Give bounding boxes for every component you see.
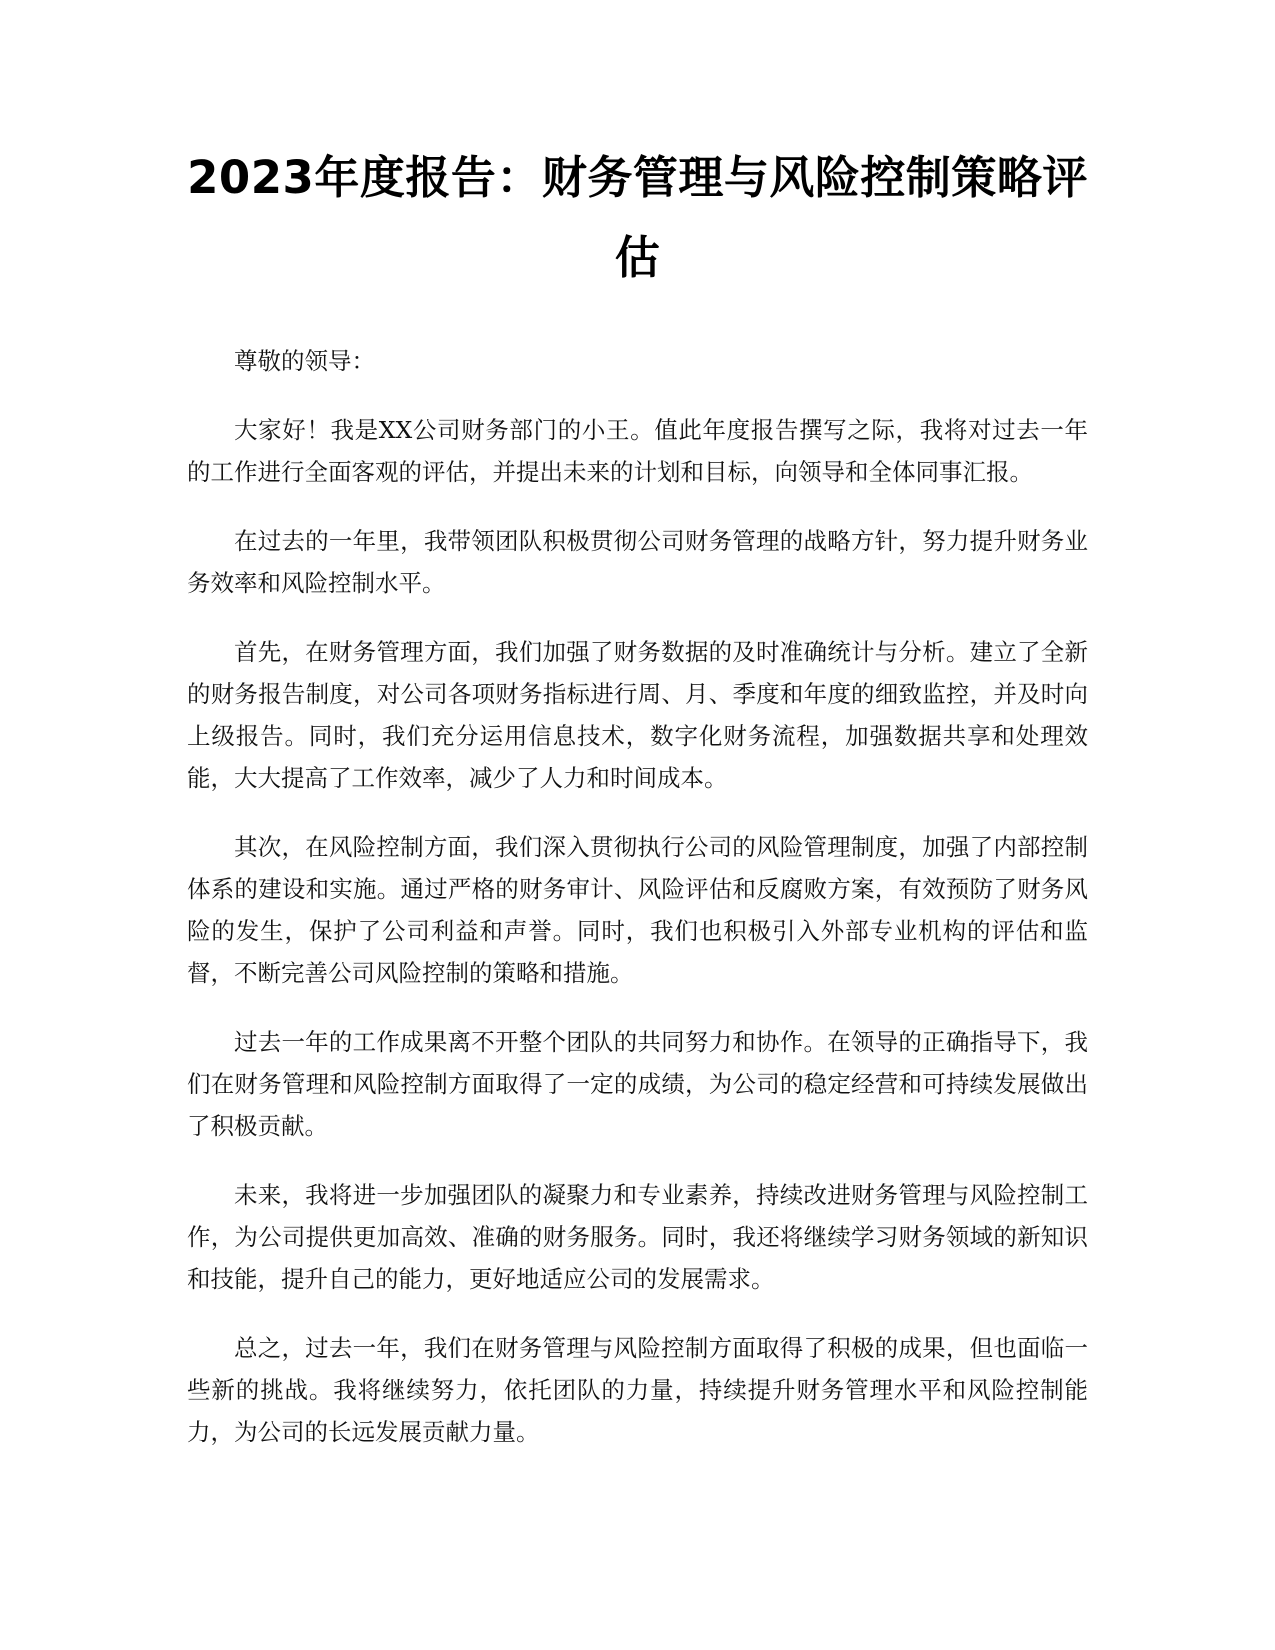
paragraph-team-achievement: 过去一年的工作成果离不开整个团队的共同努力和协作。在领导的正确指导下，我们在财务管理和风险控制方面取得了一定的成绩，为公司的稳定经营和可持续发展做出了积极贡献。 <box>187 1028 1088 1140</box>
paragraph-future-plan: 未来，我将进一步加强团队的凝聚力和专业素养，持续改进财务管理与风险控制工作，为公司提供更加高效、准确的财务服务。同时，我还将继续学习财务领域的新知识和技能，提升自己的能力，更好地适应公司的发展需求。 <box>187 1181 1088 1293</box>
document-content <box>187 138 1088 1480</box>
salutation: 尊敬的领导： <box>234 347 375 375</box>
paragraph-financial-management: 首先，在财务管理方面，我们加强了财务数据的及时准确统计与分析。建立了全新的财务报告制度，对公司各项财务指标进行周、月、季度和年度的细致监控，并及时向上级报告。同时，我们充分运用信息技术，数字化财务流程，加强数据共享和处理效能，大大提高了工作效率，减少了人力和时间成本。 <box>187 638 1088 792</box>
document-body <box>187 340 1088 1453</box>
paragraph-conclusion: 总之，过去一年，我们在财务管理与风险控制方面取得了积极的成果，但也面临一些新的挑战。我将继续努力，依托团队的力量，持续提升财务管理水平和风险控制能力，为公司的长远发展贡献力量。 <box>187 1334 1088 1446</box>
paragraph-risk-control: 其次，在风险控制方面，我们深入贯彻执行公司的风险管理制度，加强了内部控制体系的建设和实施。通过严格的财务审计、风险评估和反腐败方案，有效预防了财务风险的发生，保护了公司利益和声誉。同时，我们也积极引入外部专业机构的评估和监督，不断完善公司风险控制的策略和措施。 <box>187 833 1088 987</box>
paragraph-intro: 大家好！我是XX公司财务部门的小王。值此年度报告撰写之际，我将对过去一年的工作进行全面客观的评估，并提出未来的计划和目标，向领导和全体同事汇报。 <box>187 416 1088 486</box>
paragraph-past-year: 在过去的一年里，我带领团队积极贯彻公司财务管理的战略方针，努力提升财务业务效率和风险控制水平。 <box>187 527 1088 597</box>
document-title: 2023年度报告：财务管理与风险控制策略评估 <box>187 151 1088 284</box>
